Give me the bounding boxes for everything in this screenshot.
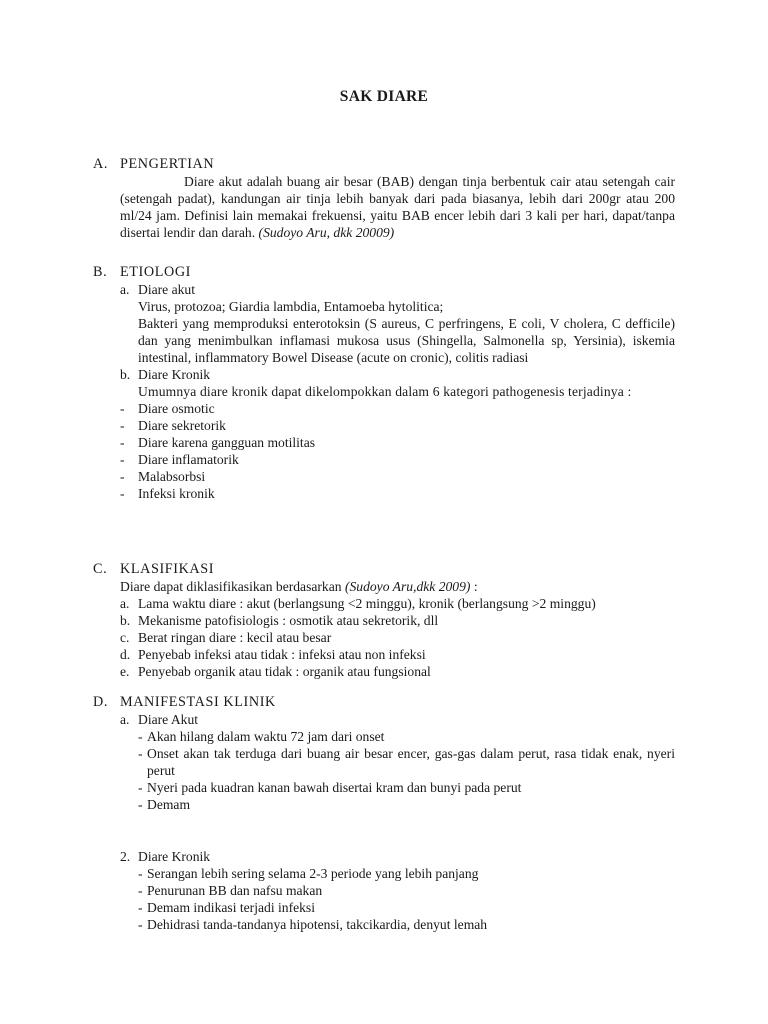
list-item <box>138 745 675 779</box>
list-marker: a. <box>120 712 130 727</box>
section-paragraph <box>120 173 675 241</box>
dash-marker: - <box>138 746 143 761</box>
dash-list <box>120 865 675 933</box>
section-manifestasi-kronik <box>93 848 675 933</box>
section-letter: C. <box>93 561 108 577</box>
list-item-text: Akan hilang dalam waktu 72 jam dari onset <box>147 729 385 744</box>
list-item <box>120 629 675 646</box>
list-item <box>120 417 675 434</box>
list-item-text: Diare sekretorik <box>138 418 226 433</box>
list-item-text: Infeksi kronik <box>138 486 215 501</box>
list-item-text: Penyebab organik atau tidak : organik atau fungsional <box>138 664 431 679</box>
list-item <box>120 281 675 298</box>
list-item <box>120 711 675 728</box>
list-marker: d. <box>120 647 131 662</box>
list-marker: e. <box>120 664 130 679</box>
list-item-text: Diare osmotic <box>138 401 215 416</box>
list-item-label: Diare Kronik <box>138 367 211 382</box>
list-item-text: Serangan lebih sering selama 2-3 periode yang lebih panjang <box>147 866 479 881</box>
section-heading <box>93 156 675 173</box>
list-item-label: Diare Kronik <box>138 849 211 864</box>
list-item <box>120 468 675 485</box>
section-heading <box>93 264 675 281</box>
dash-marker: - <box>120 452 125 467</box>
intro-text: Diare dapat diklasifikasikan berdasarkan <box>120 579 342 594</box>
list-marker: a. <box>120 282 130 297</box>
list-item-text: Berat ringan diare : kecil atau besar <box>138 630 332 645</box>
paragraph-text: Umumnya diare kronik dapat dikelompokkan dalam 6 kategori pathogenesis terjadinya : <box>138 384 632 399</box>
dash-marker: - <box>138 729 143 744</box>
list-item-text: Mekanisme patofisiologis : osmotik atau sekretorik, dll <box>138 613 439 628</box>
list-item-text: Diare inflamatorik <box>138 452 239 467</box>
dash-marker: - <box>120 469 125 484</box>
section-letter: D. <box>93 694 108 710</box>
paragraph-text: Diare akut adalah buang air besar (BAB) dengan tinja berbentuk cair atau setengah cair (setengah padat), kandungan air tinja lebih banyak dari pada biasanya, lebih dari 200gr atau 200 ml/24 jam. Definisi lain memakai frekuensi, yaitu BAB encer lebih dari 3 kali per hari, dapat/tanpa disertai lendir dan darah. <box>120 174 675 240</box>
list-marker: b. <box>120 367 131 382</box>
list-item-text: Demam indikasi terjadi infeksi <box>147 900 315 915</box>
section-pengertian <box>93 156 675 241</box>
list-item-label: Diare Akut <box>138 712 199 727</box>
paragraph-text: Bakteri yang memproduksi enterotoksin (S aureus, C perfringens, E coli, V cholera, C defficile) dan yang menimbulkan inflamasi mukosa usus (Shingella, Salmonella sp, Yersinia), iskemia intestinal, inflammatory Bowel Disease (acute on cronic), colitis radiasi <box>138 316 675 365</box>
section-manifestasi-klinik <box>93 694 675 813</box>
citation: (Sudoyo Aru, dkk 20009) <box>258 225 395 240</box>
list-item-text: Diare karena gangguan motilitas <box>138 435 316 450</box>
list-marker: a. <box>120 596 130 611</box>
section-klasifikasi <box>93 561 675 680</box>
list-item <box>138 899 675 916</box>
section-etiologi <box>93 264 675 502</box>
list-item-text: Demam <box>147 797 191 812</box>
list-item <box>138 796 675 813</box>
list-marker: c. <box>120 630 130 645</box>
dash-marker: - <box>138 797 143 812</box>
list-marker: 2. <box>120 849 131 864</box>
list-item <box>120 612 675 629</box>
section-title: MANIFESTASI KLINIK <box>120 694 276 710</box>
section-intro <box>120 578 675 595</box>
section-title: PENGERTIAN <box>120 156 215 172</box>
dash-marker: - <box>138 866 143 881</box>
list-item <box>138 779 675 796</box>
section-letter: A. <box>93 156 108 172</box>
dash-marker: - <box>138 780 143 795</box>
document-title: SAK DIARE <box>339 88 429 105</box>
list-item <box>120 848 675 865</box>
section-title: ETIOLOGI <box>120 264 191 280</box>
list-item-text: Penurunan BB dan nafsu makan <box>147 883 323 898</box>
list-item <box>120 485 675 502</box>
list-item-text: Lama waktu diare : akut (berlangsung <2 minggu), kronik (berlangsung >2 minggu) <box>138 596 596 611</box>
citation: (Sudoyo Aru,dkk 2009) <box>344 579 471 594</box>
paragraph-line: Virus, protozoa; Giardia lambdia, Entamoeba hytolitica; <box>138 299 444 314</box>
list-item-text: Onset akan tak terduga dari buang air besar encer, gas-gas dalam perut, rasa tidak enak, nyeri perut <box>147 746 675 778</box>
list-item <box>120 663 675 680</box>
list-item-text: Penyebab infeksi atau tidak : infeksi atau non infeksi <box>138 647 426 662</box>
section-title: KLASIFIKASI <box>120 561 215 577</box>
list-item <box>120 646 675 663</box>
dash-list <box>120 728 675 813</box>
dash-marker: - <box>120 435 125 450</box>
list-item <box>120 400 675 417</box>
list-item <box>120 451 675 468</box>
list-item <box>120 366 675 383</box>
dash-marker: - <box>138 900 143 915</box>
list-item-text: Malabsorbsi <box>138 469 206 484</box>
dash-marker: - <box>120 418 125 433</box>
list-item <box>138 882 675 899</box>
dash-marker: - <box>120 401 125 416</box>
section-heading <box>93 561 675 578</box>
dash-marker: - <box>120 486 125 501</box>
section-letter: B. <box>93 264 108 280</box>
list-item <box>120 595 675 612</box>
intro-colon: : <box>473 579 478 594</box>
list-item <box>138 916 675 933</box>
list-item <box>138 728 675 745</box>
dash-marker: - <box>138 917 143 932</box>
list-item-text: Dehidrasi tanda-tandanya hipotensi, takcikardia, denyut lemah <box>147 917 488 932</box>
dash-list <box>120 400 675 502</box>
list-marker: b. <box>120 613 131 628</box>
list-item <box>120 434 675 451</box>
list-item-text: Nyeri pada kuadran kanan bawah disertai kram dan bunyi pada perut <box>147 780 522 795</box>
list-item <box>138 865 675 882</box>
section-heading <box>93 694 675 711</box>
dash-marker: - <box>138 883 143 898</box>
list-item-label: Diare akut <box>138 282 195 297</box>
